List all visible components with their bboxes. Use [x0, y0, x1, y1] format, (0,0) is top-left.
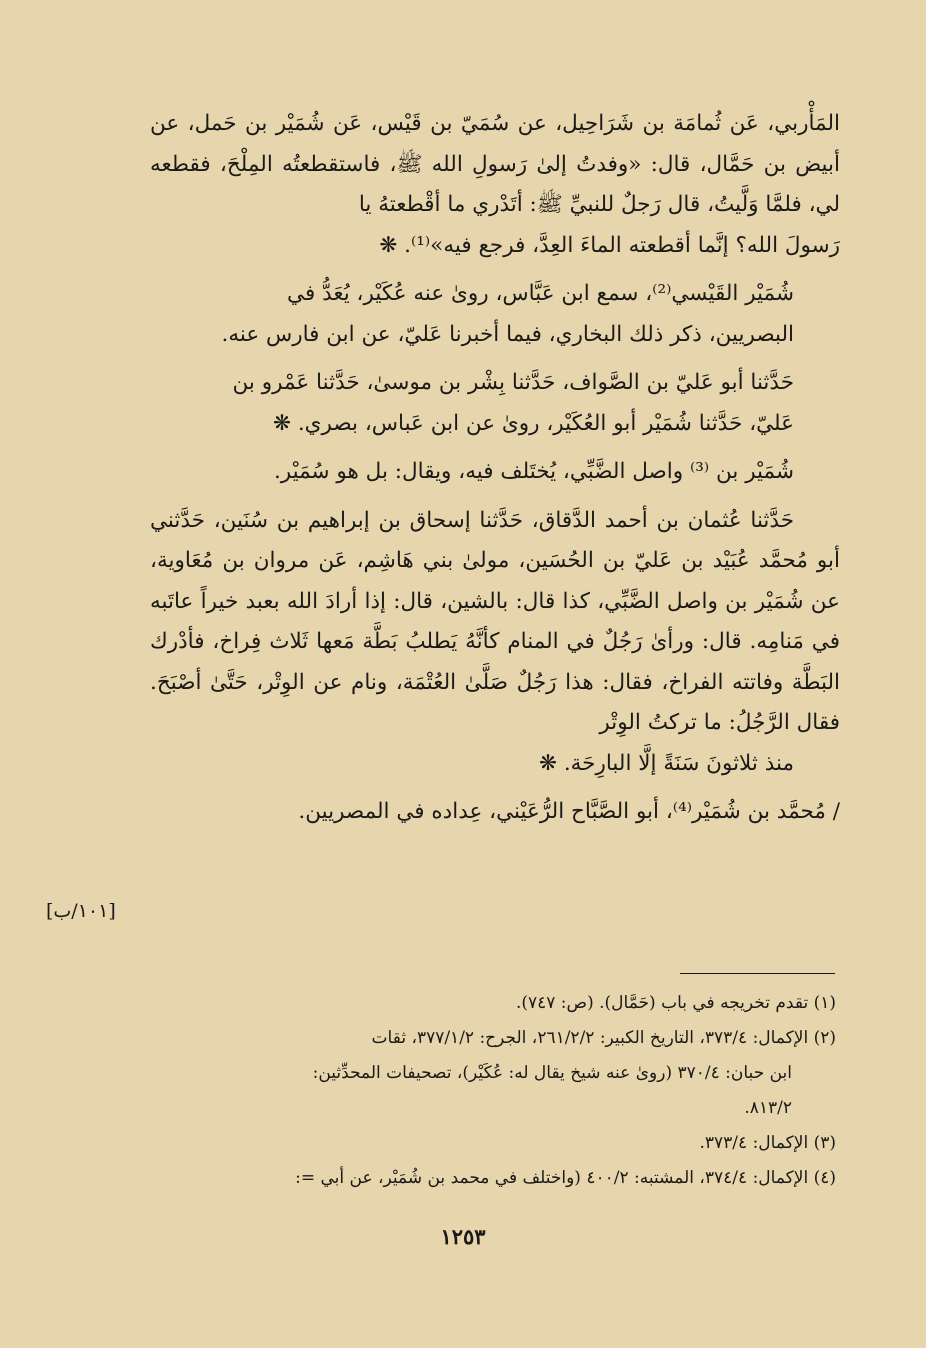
text-line: البصريين، ذكر ذلك البخاري، فيما أخبرنا عَليّ، عن ابن فارس عنه. [221, 321, 794, 347]
text-line: عن أبيض بن حَمَّال، قال: «وفدتُ إلىٰ رَسولِ الله ﷺ، فاستقطعتُه [150, 111, 840, 177]
text-line: / مُحمَّد بن شُمَيْر⁽⁴⁾، أبو الصَّبَّاح الرُّعَيْني، عِداده في المصريين. [298, 799, 840, 824]
footnote-1: (١) تقدم تخريجه في باب (حَمَّال). (ص: ٧٤٧). [515, 993, 836, 1013]
footnote-2 [118, 1021, 836, 1126]
text-line: صَلَّىٰ العُتْمَة، ونام عن الوِتْر، حَتَّىٰ أصْبَحَ. فقال الرَّجُلُ: ما تركتُ الوِتْر [150, 669, 840, 735]
text-line: عَليّ، حَدَّثنا شُمَيْر أبو العُكَيْر، روىٰ عن ابن عَباس، بصري. ❋ [273, 410, 794, 436]
text-line: شُمَيْر بن ⁽³⁾ واصل الضَّبِّي، يُختَلف فيه، ويقال: بل هو سُمَيْر. [273, 459, 794, 484]
footnote-4: (٤) الإكمال: ٣٧٤/٤، المشتبه: ٤٠٠/٢ (واختلف في محمد بن شُمَيْر، عن أبي =: [295, 1168, 836, 1188]
text-line: حَدَّثنا أبو عَليّ بن الصَّواف، حَدَّثنا بِشْر بن موسىٰ، حَدَّثنا عَمْرو بن [232, 370, 794, 395]
paragraph-isnad-daqqaq [150, 501, 840, 785]
text-line: مروان بن مُعَاوية، عن شُمَيْر بن واصل الضَّبِّي، كذا قال: بالشين، قال: [150, 548, 840, 614]
text-line: حَدَّثني أبو مُحمَّد عُبَيْد بن عَليّ بن الحُسَين، مولىٰ بني هَاشِم، عَن [150, 507, 840, 573]
text-line: المَأْربي، عَن ثُمامَة بن شَرَاحِيل، عن سُمَيّ بن قَيْس، عَن شُمَيْر بن حَمل، [187, 111, 841, 136]
main-text [150, 104, 840, 841]
text-line: شُمَيْر القَيْسي⁽²⁾، سمع ابن عَبَّاس، روىٰ عنه عُكَيْر، يُعَدُّ في [287, 281, 794, 306]
paragraph-muhammad-shumayr [150, 792, 840, 833]
text-line: يَطلبُ بَطَّة مَعها ثَلاث فِراخ، فأدْرك البَطَّة وفاتته الفراخ، فقال: هذا رَجُلٌ [150, 629, 840, 695]
footnote-line: ابن حبان: ٣٧٠/٤ (روىٰ عنه شيخ يقال له: عُكَيْر)، تصحيفات المحدِّثين: [312, 1063, 792, 1083]
footnote-separator [680, 973, 835, 974]
text-line: إذا أرادَ الله بعبد خيراً عاتَبه في مَنامِه. قال: ورأىٰ رَجُلٌ في المنام كأنَّهُ [150, 588, 840, 654]
page-number: ١٢٥٣ [440, 1224, 486, 1249]
text-line: المِلْحَ، فقطعه لي، فلمَّا وَلَّيتُ، قال رَجلٌ للنبيِّ ﷺ: أتَدْري ما أقْطعتهُ يا [150, 151, 840, 217]
paragraph-hadith-abyad [150, 104, 840, 266]
paragraph-shumayr-qaysi [150, 274, 840, 355]
footnote-line: (٢) الإكمال: ٣٧٣/٤، التاريخ الكبير: ٢٦١/٢/٢، الجرح: ٣٧٧/١/٢، ثقات [371, 1028, 836, 1048]
footnotes [118, 986, 836, 1196]
footnote-3: (٣) الإكمال: ٣٧٣/٤. [699, 1133, 836, 1153]
footnote-line: ٨١٣/٢. [744, 1098, 792, 1118]
paragraph-isnad-sawwaf [150, 363, 840, 444]
text-line: حَدَّثنا عُثمان بن أحمد الدَّقاق، حَدَّثنا إسحاق بن إبراهيم بن سُنَين، [213, 507, 794, 533]
folio-marker: [١٠١/ب] [46, 900, 116, 922]
text-line: رَسولَ الله؟ إنَّما أقطعته الماءَ العِدَّ، فرجع فيه»⁽¹⁾. ❋ [379, 232, 840, 258]
paragraph-shumayr-wasil [150, 452, 840, 493]
text-line: منذ ثلاثونَ سَنَةً إلَّا البارِحَة. ❋ [538, 750, 794, 776]
